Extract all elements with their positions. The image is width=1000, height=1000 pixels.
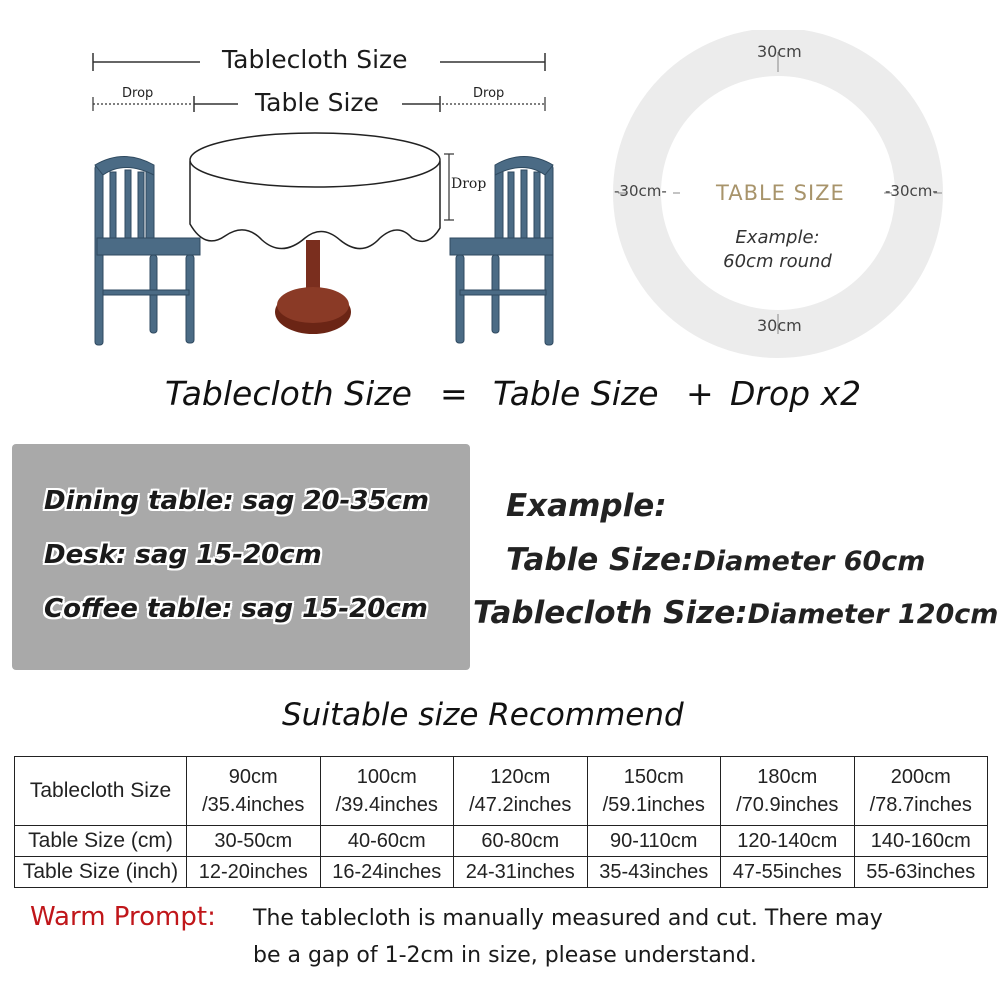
left-chair (95, 157, 200, 346)
cloth-size-cell: 200cm /78.7inches (854, 757, 988, 826)
row-header-table-cm: Table Size (cm) (15, 826, 187, 857)
size-table (14, 756, 988, 888)
ring-example-line2: 60cm round (723, 251, 832, 272)
sag-line-coffee: Coffee table: sag 15-20cm (44, 594, 428, 624)
table-cm-cell: 120-140cm (721, 826, 855, 857)
formula-equals: = (440, 374, 468, 413)
cloth-size-cell: 120cm /47.2inches (454, 757, 588, 826)
example-table-value: Diameter 60cm (693, 546, 926, 577)
row-header-tablecloth: Tablecloth Size (15, 757, 187, 826)
table-inch-cell: 16-24inches (320, 857, 454, 888)
formula-plus: + (686, 374, 714, 413)
formula-term-table: Table Size (493, 374, 659, 413)
formula-term-drop: Drop x2 (730, 374, 862, 413)
table-cm-cell: 140-160cm (854, 826, 988, 857)
table-inch-cell: 24-31inches (454, 857, 588, 888)
recommend-title: Suitable size Recommend (282, 697, 684, 733)
example-table-size (506, 542, 925, 578)
ring-right-measure: -30cm- (885, 182, 938, 200)
cloth-size-cell: 100cm /39.4inches (320, 757, 454, 826)
warm-prompt-label: Warm Prompt: (30, 902, 216, 932)
table-row (15, 757, 988, 826)
drop-left-label: Drop (122, 86, 154, 101)
formula-term-tablecloth: Tablecloth Size (165, 374, 412, 413)
ring-example-line1: Example: (735, 227, 820, 248)
table-cm-cell: 30-50cm (187, 826, 321, 857)
example-cloth-value: Diameter 120cm (747, 599, 999, 630)
table-cm-cell: 90-110cm (587, 826, 721, 857)
cloth-size-cell: 150cm /59.1inches (587, 757, 721, 826)
ring-bottom-measure: 30cm (757, 316, 802, 335)
ring-left-measure: -30cm- (614, 182, 667, 200)
row-header-table-inch: Table Size (inch) (15, 857, 187, 888)
sag-line-dining: Dining table: sag 20-35cm (44, 486, 430, 516)
example-cloth-label: Tablecloth Size: (473, 595, 748, 631)
table-cm-cell: 60-80cm (454, 826, 588, 857)
drop-side-label: Drop (451, 176, 487, 192)
table-base (275, 240, 351, 334)
ring-top-measure: 30cm (757, 42, 802, 61)
table-inch-cell: 47-55inches (721, 857, 855, 888)
warm-prompt-line2: be a gap of 1-2cm in size, please understand. (253, 943, 757, 968)
ring-title: TABLE SIZE (716, 181, 845, 205)
tablecloth-size-label: Tablecloth Size (222, 45, 408, 74)
example-tablecloth-size (473, 595, 998, 631)
drop-right-label: Drop (473, 86, 505, 101)
sag-line-desk: Desk: sag 15-20cm (44, 540, 322, 570)
table-inch-cell: 12-20inches (187, 857, 321, 888)
tablecloth (190, 133, 440, 249)
table-cm-cell: 40-60cm (320, 826, 454, 857)
table-size-label: Table Size (255, 88, 379, 117)
example-heading: Example: (506, 488, 667, 524)
table-inch-cell: 35-43inches (587, 857, 721, 888)
example-table-label: Table Size: (506, 542, 694, 578)
warm-prompt-line1: The tablecloth is manually measured and cut. There may (253, 906, 883, 931)
cloth-size-cell: 180cm /70.9inches (721, 757, 855, 826)
table-inch-cell: 55-63inches (854, 857, 988, 888)
table-row (15, 857, 988, 888)
table-row (15, 826, 988, 857)
cloth-size-cell: 90cm /35.4inches (187, 757, 321, 826)
